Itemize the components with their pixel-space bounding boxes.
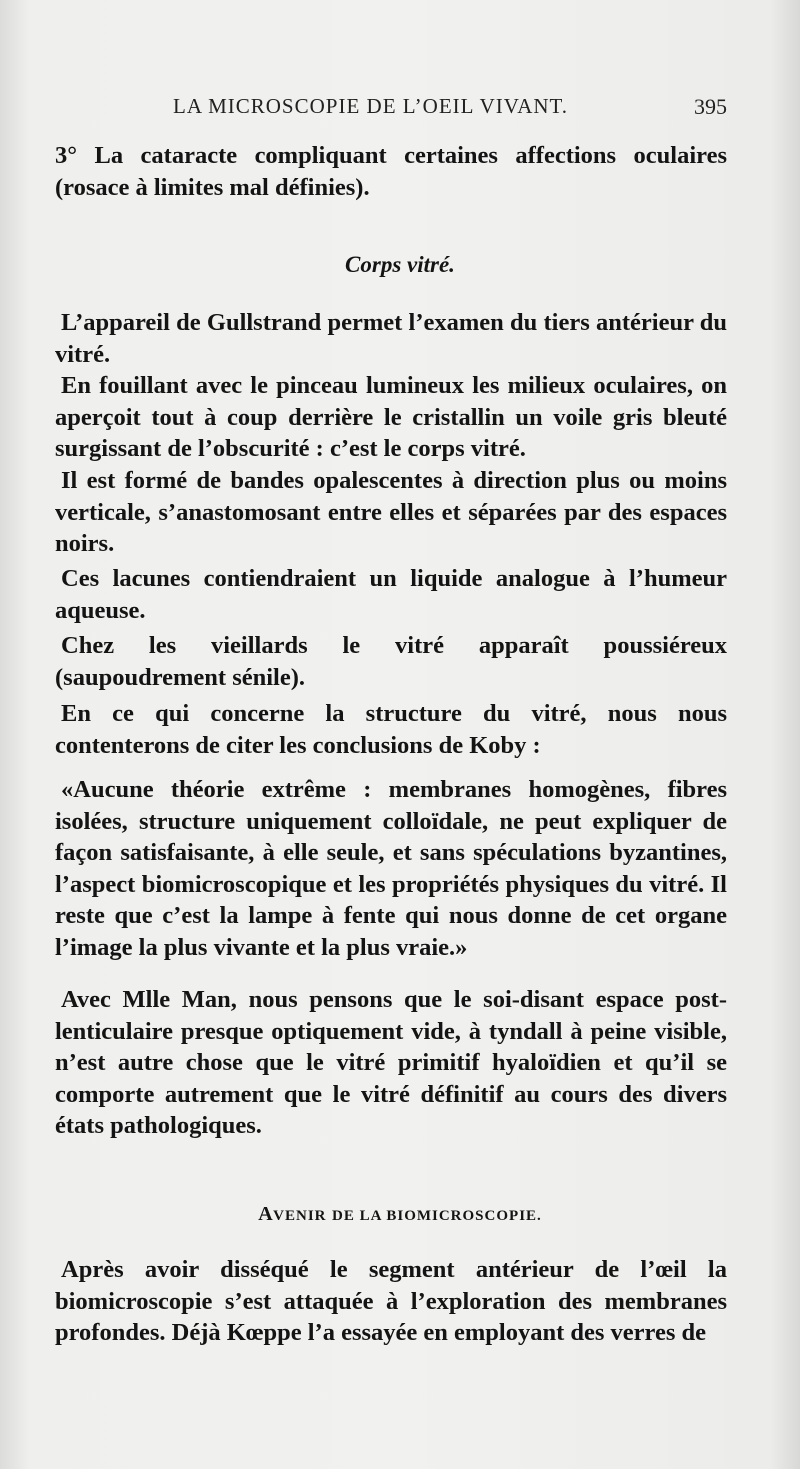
paragraph-1: L’appareil de Gullstrand permet l’examen du tiers antérieur du vitré. [55,309,727,368]
list-item-text: 3° La cataracte compliquant certaines affections oculaires (rosace à limites mal définies). [55,142,727,201]
paragraph-4: Ces lacunes contiendraient un liquide analogue à l’humeur aqueuse. [55,565,727,624]
page-number: 395 [694,94,727,119]
running-title: LA MICROSCOPIE DE L’OEIL VIVANT. [173,94,569,118]
paragraph-7: Avec Mlle Man, nous pensons que le soi-disant espace post-lenticulaire presque optiquement vide, à tyndall à peine visible, n’est autre chose que le vitré primitif hyaloïdien et qu’il se comporte autrement que le vitré définitif au cours des divers états pathologiques. [55,986,727,1139]
section-heading-avenir [0,1203,800,1226]
heading-initial: A [258,1203,274,1225]
running-head [55,94,727,124]
paragraph-2: En fouillant avec le pinceau lumineux les milieux oculaires, on aperçoit tout à coup derrière le cristallin un voile gris bleuté surgissant de l’obscurité : c’est le corps vitré. [55,372,727,462]
paragraph-5: Chez les vieillards le vitré apparaît poussiéreux (saupoudrement sénile). [55,632,727,691]
paragraph-3: Il est formé de bandes opalescentes à direction plus ou moins verticale, s’anastomosant entre elles et séparées par des espaces noirs. [55,467,727,557]
section-heading-corps-vitre: Corps vitré. [345,252,455,277]
heading-rest: VENIR [273,1208,327,1224]
list-item-3 [55,140,727,203]
heading-tail: DE LA BIOMICROSCOPIE. [332,1208,542,1224]
paragraph-8: Après avoir disséqué le segment antérieur de l’œil la biomicroscopie s’est attaquée à l’exploration des membranes profondes. Déjà Kœppe l’a essayée en employant des verres de [55,1256,727,1346]
paragraph-6: En ce qui concerne la structure du vitré, nous nous contenterons de citer les conclusions de Koby : [55,700,727,759]
quotation: «Aucune théorie extrême : membranes homogènes, fibres isolées, structure uniquement colloïdale, ne peut expliquer de façon satisfaisante, à elle seule, et sans spéculations byzantines, l’aspect biomicroscopique et les propriétés physiques du vitré. Il reste que c’est la lampe à fente qui nous donne de cet organe l’image la plus vivante et la plus vraie.» [55,776,727,961]
